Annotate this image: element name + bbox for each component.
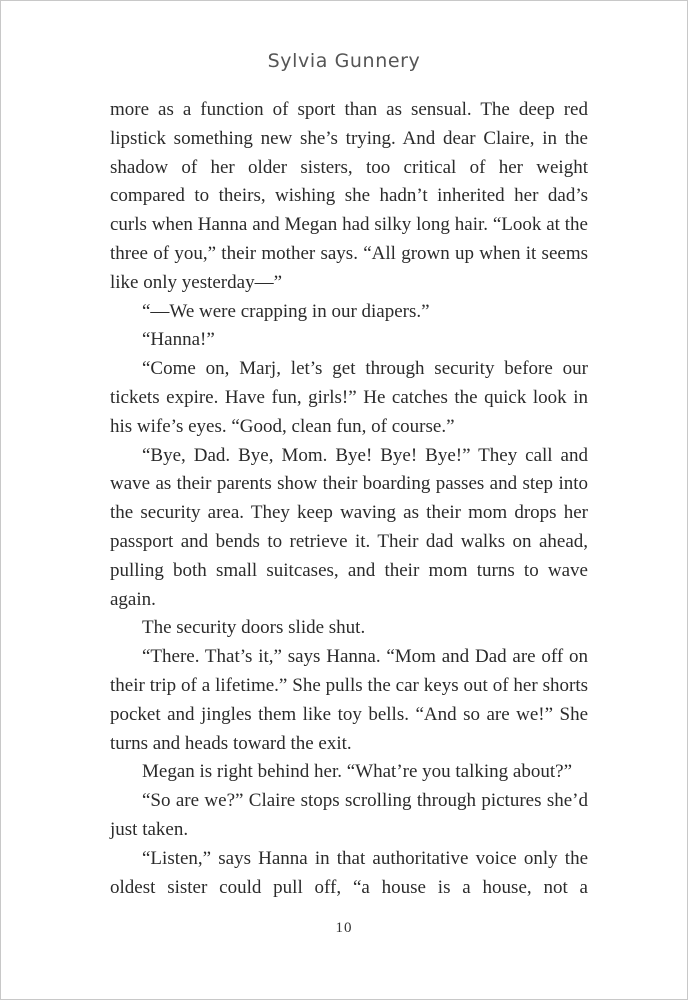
paragraph: Megan is right behind her. “What’re you talking about?”	[142, 761, 573, 783]
paragraph: “So are we?” Claire stops scrolling through pictures she’d just taken.	[110, 790, 588, 840]
paragraph-continues: “Listen,” says Hanna in that authoritative voice only the oldest sister could pull off, “a house is a house, not a	[110, 847, 588, 898]
body-text	[110, 96, 588, 902]
paragraph: “Hanna!”	[142, 329, 215, 351]
paragraph: “There. That’s it,” says Hanna. “Mom and Dad are off on their trip of a lifetime.” She pulls the car keys out of her shorts pocket and jingles them like toy bells. “And so are we!” She turns and heads toward the exit.	[110, 646, 588, 754]
paragraph: “—We were crapping in our diapers.”	[142, 300, 430, 322]
page-number: 10	[335, 920, 353, 936]
paragraph: “Bye, Dad. Bye, Mom. Bye! Bye! Bye!” They call and wave as their parents show their boarding passes and step into the security area. They keep waving as their mom drops her passport and bends to retrieve it. Their dad walks on ahead, pulling both small suitcases, and their mom turns to wave again.	[110, 444, 588, 610]
paragraph-continued: more as a function of sport than as sensual. The deep red lipstick something new she’s trying. And dear Claire, in the shadow of her older sisters, too critical of her weight compared to theirs, wishing she hadn’t inherited her dad’s curls when Hanna and Megan had silky long hair. “Look at the three of you,” their mother says. “All grown up when it seems like only yesterday—”	[110, 99, 588, 293]
paragraph: “Come on, Marj, let’s get through security before our tickets expire. Have fun, girls!” He catches the quick look in his wife’s eyes. “Good, clean fun, of course.”	[110, 358, 588, 437]
paragraph: The security doors slide shut.	[142, 617, 366, 639]
running-head-author: Sylvia Gunnery	[267, 50, 421, 72]
